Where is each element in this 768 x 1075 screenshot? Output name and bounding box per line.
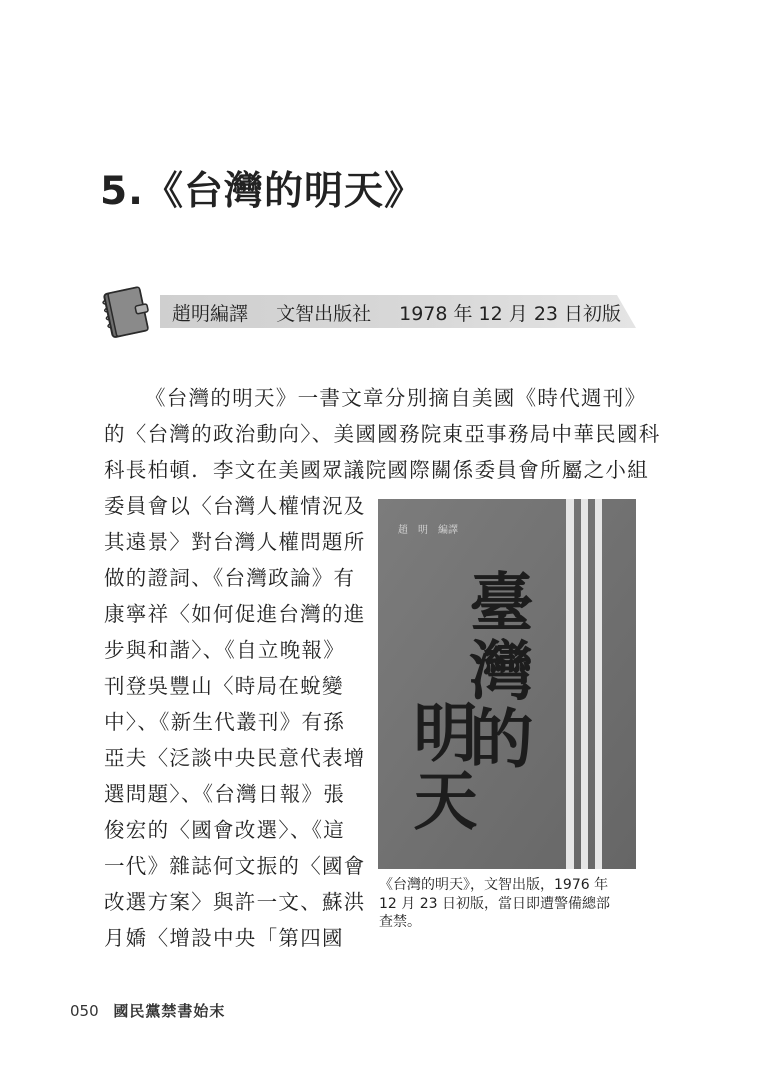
body-paragraph bbox=[104, 380, 661, 488]
body-line: 刊登吳豐山〈時局在蛻變 bbox=[104, 674, 344, 698]
banner-date: 1978 年 12 月 23 日初版 bbox=[399, 303, 622, 325]
body-line: 委員會以〈台灣人權情況及 bbox=[104, 494, 366, 518]
page-number: 050 bbox=[70, 1002, 99, 1020]
body-line: 《台灣的明天》一書文章分別摘自美國《時代週刊》 bbox=[145, 386, 647, 410]
page-footer bbox=[70, 1000, 225, 1021]
body-line: 科長柏頓．李文在美國眾議院國際關係委員會所屬之小組 bbox=[104, 458, 649, 482]
cover-title-line1: 臺灣的 bbox=[458, 569, 534, 773]
photo-caption bbox=[379, 876, 641, 932]
body-line: 做的證詞、《台灣政論》有 bbox=[104, 566, 356, 590]
body-line: 俊宏的〈國會改選〉、《這 bbox=[104, 818, 346, 842]
book-cover-photo bbox=[378, 499, 636, 869]
cover-title-line2: 明天 bbox=[402, 699, 478, 835]
body-line: 改選方案〉與許一文、蘇洪 bbox=[104, 890, 366, 914]
banner-publisher: 文智出版社 bbox=[276, 303, 372, 325]
body-line: 康寧祥〈如何促進台灣的進 bbox=[104, 602, 366, 626]
cover-author: 趙 明 編譯 bbox=[398, 525, 458, 536]
book-title: 國民黨禁書始末 bbox=[113, 1002, 226, 1020]
body-line: 月嬌〈增設中央「第四國 bbox=[104, 926, 344, 950]
banner-text bbox=[172, 299, 643, 326]
body-line: 亞夫〈泛談中央民意代表增 bbox=[104, 746, 366, 770]
body-paragraph-narrow bbox=[104, 488, 366, 956]
caption-line: 12 月 23 日初版，當日即遭警備總部 bbox=[379, 895, 610, 912]
body-line: 選問題〉、《台灣日報》張 bbox=[104, 782, 346, 806]
book-icon bbox=[96, 282, 158, 342]
book-cover-image bbox=[378, 499, 636, 869]
banner-editor: 趙明編譯 bbox=[172, 303, 249, 325]
body-line: 中〉、《新生代叢刊》有孫 bbox=[104, 710, 346, 734]
caption-line: 《台灣的明天》，文智出版，1976 年 bbox=[379, 877, 609, 893]
body-line: 步與和諧〉、《自立晚報》 bbox=[104, 638, 346, 662]
body-line: 一代》雜誌何文振的〈國會 bbox=[104, 854, 366, 878]
body-line: 的〈台灣的政治動向〉、美國國務院東亞事務局中華民國科 bbox=[104, 422, 661, 446]
section-title: 5.《台灣的明天》 bbox=[100, 169, 424, 214]
caption-line: 查禁。 bbox=[379, 914, 421, 930]
body-line: 其遠景〉對台灣人權問題所 bbox=[104, 530, 366, 554]
